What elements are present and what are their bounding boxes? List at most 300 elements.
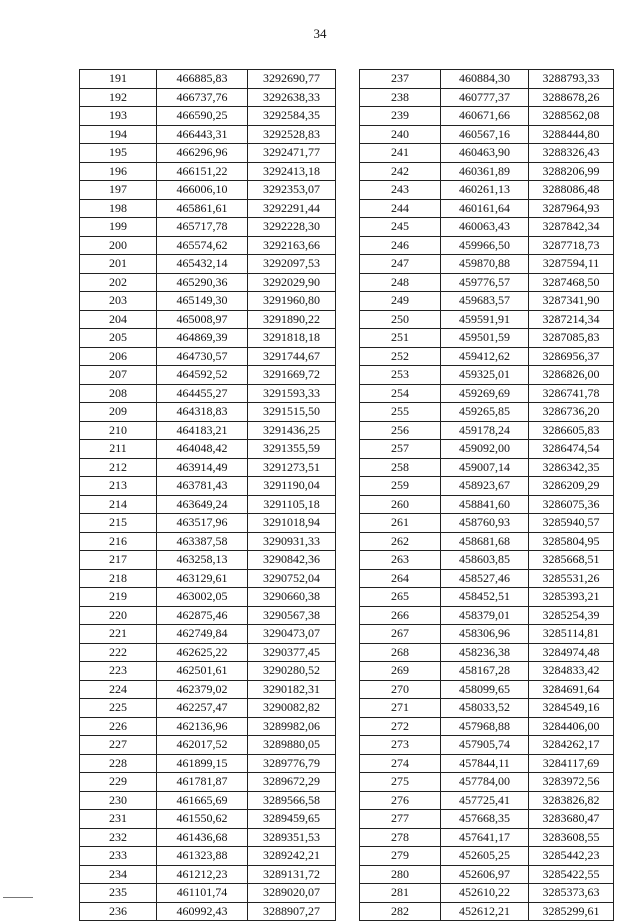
x-coordinate-cell: 464183,21 (157, 421, 248, 440)
table-row (360, 70, 614, 89)
y-coordinate-cell: 3289351,53 (248, 828, 336, 847)
x-coordinate-cell: 458236,38 (441, 643, 529, 662)
point-number-cell: 239 (360, 107, 441, 126)
y-coordinate-cell: 3291960,80 (248, 292, 336, 311)
x-coordinate-cell: 461323,88 (157, 847, 248, 866)
table-row (360, 273, 614, 292)
x-coordinate-cell: 461899,15 (157, 754, 248, 773)
x-coordinate-cell: 458306,96 (441, 625, 529, 644)
x-coordinate-cell: 460671,66 (441, 107, 529, 126)
y-coordinate-cell: 3284406,00 (529, 717, 614, 736)
point-number-cell: 266 (360, 606, 441, 625)
table-row (80, 421, 336, 440)
x-coordinate-cell: 459683,57 (441, 292, 529, 311)
point-number-cell: 210 (80, 421, 157, 440)
x-coordinate-cell: 459870,88 (441, 255, 529, 274)
y-coordinate-cell: 3292228,30 (248, 218, 336, 237)
x-coordinate-cell: 466590,25 (157, 107, 248, 126)
table-row (80, 181, 336, 200)
x-coordinate-cell: 459007,14 (441, 458, 529, 477)
point-number-cell: 271 (360, 699, 441, 718)
point-number-cell: 230 (80, 791, 157, 810)
y-coordinate-cell: 3287214,34 (529, 310, 614, 329)
x-coordinate-cell: 460261,13 (441, 181, 529, 200)
point-number-cell: 240 (360, 125, 441, 144)
table-row (360, 125, 614, 144)
x-coordinate-cell: 466737,76 (157, 88, 248, 107)
point-number-cell: 227 (80, 736, 157, 755)
point-number-cell: 211 (80, 440, 157, 459)
y-coordinate-cell: 3291890,22 (248, 310, 336, 329)
y-coordinate-cell: 3291818,18 (248, 329, 336, 348)
x-coordinate-cell: 463258,13 (157, 551, 248, 570)
point-number-cell: 274 (360, 754, 441, 773)
table-row (80, 699, 336, 718)
table-row (360, 495, 614, 514)
point-number-cell: 238 (360, 88, 441, 107)
table-row (80, 255, 336, 274)
x-coordinate-cell: 459265,85 (441, 403, 529, 422)
x-coordinate-cell: 458681,68 (441, 532, 529, 551)
y-coordinate-cell: 3286209,29 (529, 477, 614, 496)
table-row (360, 625, 614, 644)
x-coordinate-cell: 459501,59 (441, 329, 529, 348)
y-coordinate-cell: 3292471,77 (248, 144, 336, 163)
y-coordinate-cell: 3291436,25 (248, 421, 336, 440)
point-number-cell: 245 (360, 218, 441, 237)
table-row (360, 699, 614, 718)
x-coordinate-cell: 462875,46 (157, 606, 248, 625)
x-coordinate-cell: 461665,69 (157, 791, 248, 810)
y-coordinate-cell: 3286474,54 (529, 440, 614, 459)
table-row (80, 569, 336, 588)
table-row (80, 347, 336, 366)
y-coordinate-cell: 3290931,33 (248, 532, 336, 551)
table-row (360, 588, 614, 607)
x-coordinate-cell: 462379,02 (157, 680, 248, 699)
y-coordinate-cell: 3285299,61 (529, 902, 614, 921)
y-coordinate-cell: 3284117,69 (529, 754, 614, 773)
point-number-cell: 255 (360, 403, 441, 422)
y-coordinate-cell: 3292097,53 (248, 255, 336, 274)
point-number-cell: 237 (360, 70, 441, 89)
point-number-cell: 282 (360, 902, 441, 921)
point-number-cell: 249 (360, 292, 441, 311)
y-coordinate-cell: 3289131,72 (248, 865, 336, 884)
point-number-cell: 250 (360, 310, 441, 329)
x-coordinate-cell: 452605,25 (441, 847, 529, 866)
point-number-cell: 212 (80, 458, 157, 477)
x-coordinate-cell: 466006,10 (157, 181, 248, 200)
y-coordinate-cell: 3290377,45 (248, 643, 336, 662)
point-number-cell: 219 (80, 588, 157, 607)
x-coordinate-cell: 463914,49 (157, 458, 248, 477)
x-coordinate-cell: 463517,96 (157, 514, 248, 533)
y-coordinate-cell: 3290752,04 (248, 569, 336, 588)
table-row (80, 199, 336, 218)
x-coordinate-cell: 458167,28 (441, 662, 529, 681)
y-coordinate-cell: 3288206,99 (529, 162, 614, 181)
table-row (80, 292, 336, 311)
table-row (360, 162, 614, 181)
table-row (80, 70, 336, 89)
x-coordinate-cell: 461550,62 (157, 810, 248, 829)
point-number-cell: 216 (80, 532, 157, 551)
y-coordinate-cell: 3286075,36 (529, 495, 614, 514)
x-coordinate-cell: 463387,58 (157, 532, 248, 551)
y-coordinate-cell: 3283680,47 (529, 810, 614, 829)
x-coordinate-cell: 459412,62 (441, 347, 529, 366)
x-coordinate-cell: 463649,24 (157, 495, 248, 514)
table-row (360, 865, 614, 884)
y-coordinate-cell: 3287468,50 (529, 273, 614, 292)
point-number-cell: 263 (360, 551, 441, 570)
y-coordinate-cell: 3283608,55 (529, 828, 614, 847)
x-coordinate-cell: 458379,01 (441, 606, 529, 625)
y-coordinate-cell: 3291018,94 (248, 514, 336, 533)
x-coordinate-cell: 459776,57 (441, 273, 529, 292)
y-coordinate-cell: 3287718,73 (529, 236, 614, 255)
point-number-cell: 275 (360, 773, 441, 792)
point-number-cell: 272 (360, 717, 441, 736)
point-number-cell: 208 (80, 384, 157, 403)
x-coordinate-cell: 464455,27 (157, 384, 248, 403)
y-coordinate-cell: 3290473,07 (248, 625, 336, 644)
y-coordinate-cell: 3286826,00 (529, 366, 614, 385)
x-coordinate-cell: 459325,01 (441, 366, 529, 385)
point-number-cell: 231 (80, 810, 157, 829)
table-row (80, 606, 336, 625)
table-row (360, 773, 614, 792)
x-coordinate-cell: 459269,69 (441, 384, 529, 403)
point-number-cell: 251 (360, 329, 441, 348)
table-row (80, 810, 336, 829)
table-row (80, 458, 336, 477)
y-coordinate-cell: 3289880,05 (248, 736, 336, 755)
point-number-cell: 209 (80, 403, 157, 422)
table-row (80, 625, 336, 644)
table-row (80, 310, 336, 329)
point-number-cell: 198 (80, 199, 157, 218)
point-number-cell: 233 (80, 847, 157, 866)
table-row (80, 384, 336, 403)
y-coordinate-cell: 3285940,57 (529, 514, 614, 533)
point-number-cell: 215 (80, 514, 157, 533)
x-coordinate-cell: 458923,67 (441, 477, 529, 496)
point-number-cell: 201 (80, 255, 157, 274)
y-coordinate-cell: 3291355,59 (248, 440, 336, 459)
x-coordinate-cell: 459966,50 (441, 236, 529, 255)
y-coordinate-cell: 3290660,38 (248, 588, 336, 607)
point-number-cell: 260 (360, 495, 441, 514)
point-number-cell: 199 (80, 218, 157, 237)
x-coordinate-cell: 458452,51 (441, 588, 529, 607)
y-coordinate-cell: 3285254,39 (529, 606, 614, 625)
x-coordinate-cell: 464869,39 (157, 329, 248, 348)
x-coordinate-cell: 457725,41 (441, 791, 529, 810)
x-coordinate-cell: 465861,61 (157, 199, 248, 218)
table-row (360, 440, 614, 459)
y-coordinate-cell: 3291515,50 (248, 403, 336, 422)
y-coordinate-cell: 3287085,83 (529, 329, 614, 348)
point-number-cell: 202 (80, 273, 157, 292)
y-coordinate-cell: 3287964,93 (529, 199, 614, 218)
y-coordinate-cell: 3292638,33 (248, 88, 336, 107)
y-coordinate-cell: 3291105,18 (248, 495, 336, 514)
table-row (80, 865, 336, 884)
point-number-cell: 265 (360, 588, 441, 607)
y-coordinate-cell: 3292291,44 (248, 199, 336, 218)
table-row (360, 643, 614, 662)
y-coordinate-cell: 3284691,64 (529, 680, 614, 699)
table-row (360, 828, 614, 847)
y-coordinate-cell: 3285668,51 (529, 551, 614, 570)
y-coordinate-cell: 3288444,80 (529, 125, 614, 144)
x-coordinate-cell: 460063,43 (441, 218, 529, 237)
x-coordinate-cell: 459092,00 (441, 440, 529, 459)
table-row (80, 162, 336, 181)
x-coordinate-cell: 463129,61 (157, 569, 248, 588)
y-coordinate-cell: 3285442,23 (529, 847, 614, 866)
table-row (360, 181, 614, 200)
point-number-cell: 225 (80, 699, 157, 718)
point-number-cell: 203 (80, 292, 157, 311)
point-number-cell: 246 (360, 236, 441, 255)
x-coordinate-cell: 458527,46 (441, 569, 529, 588)
x-coordinate-cell: 462017,52 (157, 736, 248, 755)
point-number-cell: 194 (80, 125, 157, 144)
point-number-cell: 258 (360, 458, 441, 477)
point-number-cell: 217 (80, 551, 157, 570)
x-coordinate-cell: 466885,83 (157, 70, 248, 89)
table-row (360, 329, 614, 348)
x-coordinate-cell: 464318,83 (157, 403, 248, 422)
y-coordinate-cell: 3286956,37 (529, 347, 614, 366)
point-number-cell: 204 (80, 310, 157, 329)
table-row (80, 88, 336, 107)
point-number-cell: 281 (360, 884, 441, 903)
table-row (360, 458, 614, 477)
point-number-cell: 196 (80, 162, 157, 181)
table-row (360, 680, 614, 699)
table-row (360, 847, 614, 866)
table-row (80, 218, 336, 237)
table-row (80, 125, 336, 144)
table-row (360, 477, 614, 496)
footer-divider (3, 897, 33, 898)
x-coordinate-cell: 460463,90 (441, 144, 529, 163)
table-row (360, 347, 614, 366)
point-number-cell: 218 (80, 569, 157, 588)
x-coordinate-cell: 457844,11 (441, 754, 529, 773)
y-coordinate-cell: 3291669,72 (248, 366, 336, 385)
x-coordinate-cell: 457905,74 (441, 736, 529, 755)
point-number-cell: 197 (80, 181, 157, 200)
table-row (360, 403, 614, 422)
table-row (360, 569, 614, 588)
x-coordinate-cell: 465008,97 (157, 310, 248, 329)
table-row (80, 884, 336, 903)
point-number-cell: 193 (80, 107, 157, 126)
y-coordinate-cell: 3285422,55 (529, 865, 614, 884)
point-number-cell: 236 (80, 902, 157, 921)
table-row (360, 717, 614, 736)
point-number-cell: 279 (360, 847, 441, 866)
table-row (360, 107, 614, 126)
y-coordinate-cell: 3292413,18 (248, 162, 336, 181)
point-number-cell: 264 (360, 569, 441, 588)
table-row (360, 551, 614, 570)
table-row (80, 588, 336, 607)
point-number-cell: 248 (360, 273, 441, 292)
table-row (80, 514, 336, 533)
point-number-cell: 270 (360, 680, 441, 699)
y-coordinate-cell: 3291593,33 (248, 384, 336, 403)
table-row (80, 551, 336, 570)
x-coordinate-cell: 458841,60 (441, 495, 529, 514)
point-number-cell: 262 (360, 532, 441, 551)
y-coordinate-cell: 3290182,31 (248, 680, 336, 699)
table-row (360, 736, 614, 755)
point-number-cell: 200 (80, 236, 157, 255)
x-coordinate-cell: 459591,91 (441, 310, 529, 329)
x-coordinate-cell: 460992,43 (157, 902, 248, 921)
table-row (80, 477, 336, 496)
x-coordinate-cell: 464048,42 (157, 440, 248, 459)
y-coordinate-cell: 3285531,26 (529, 569, 614, 588)
table-row (360, 514, 614, 533)
table-row (360, 754, 614, 773)
x-coordinate-cell: 457641,17 (441, 828, 529, 847)
table-row (80, 736, 336, 755)
table-row (80, 662, 336, 681)
y-coordinate-cell: 3289020,07 (248, 884, 336, 903)
y-coordinate-cell: 3289672,29 (248, 773, 336, 792)
table-row (360, 810, 614, 829)
point-number-cell: 229 (80, 773, 157, 792)
y-coordinate-cell: 3284833,42 (529, 662, 614, 681)
point-number-cell: 261 (360, 514, 441, 533)
y-coordinate-cell: 3286342,35 (529, 458, 614, 477)
point-number-cell: 276 (360, 791, 441, 810)
point-number-cell: 235 (80, 884, 157, 903)
point-number-cell: 224 (80, 680, 157, 699)
table-row (360, 236, 614, 255)
x-coordinate-cell: 462136,96 (157, 717, 248, 736)
y-coordinate-cell: 3288678,26 (529, 88, 614, 107)
y-coordinate-cell: 3286605,83 (529, 421, 614, 440)
x-coordinate-cell: 452612,21 (441, 902, 529, 921)
y-coordinate-cell: 3285804,95 (529, 532, 614, 551)
y-coordinate-cell: 3292353,07 (248, 181, 336, 200)
point-number-cell: 220 (80, 606, 157, 625)
x-coordinate-cell: 465574,62 (157, 236, 248, 255)
table-row (80, 107, 336, 126)
point-number-cell: 195 (80, 144, 157, 163)
point-number-cell: 234 (80, 865, 157, 884)
y-coordinate-cell: 3292584,35 (248, 107, 336, 126)
x-coordinate-cell: 465149,30 (157, 292, 248, 311)
y-coordinate-cell: 3289982,06 (248, 717, 336, 736)
table-row (360, 606, 614, 625)
x-coordinate-cell: 452606,97 (441, 865, 529, 884)
y-coordinate-cell: 3289776,79 (248, 754, 336, 773)
point-number-cell: 205 (80, 329, 157, 348)
y-coordinate-cell: 3285114,81 (529, 625, 614, 644)
point-number-cell: 256 (360, 421, 441, 440)
y-coordinate-cell: 3288562,08 (529, 107, 614, 126)
table-row (80, 144, 336, 163)
x-coordinate-cell: 457784,00 (441, 773, 529, 792)
table-row (80, 773, 336, 792)
table-row (80, 273, 336, 292)
y-coordinate-cell: 3290842,36 (248, 551, 336, 570)
x-coordinate-cell: 465290,36 (157, 273, 248, 292)
x-coordinate-cell: 457668,35 (441, 810, 529, 829)
table-row (360, 384, 614, 403)
y-coordinate-cell: 3288326,43 (529, 144, 614, 163)
point-number-cell: 267 (360, 625, 441, 644)
table-row (360, 255, 614, 274)
point-number-cell: 213 (80, 477, 157, 496)
point-number-cell: 226 (80, 717, 157, 736)
point-number-cell: 257 (360, 440, 441, 459)
table-row (80, 754, 336, 773)
point-number-cell: 221 (80, 625, 157, 644)
x-coordinate-cell: 462625,22 (157, 643, 248, 662)
y-coordinate-cell: 3290082,82 (248, 699, 336, 718)
x-coordinate-cell: 463781,43 (157, 477, 248, 496)
table-row (360, 884, 614, 903)
point-number-cell: 254 (360, 384, 441, 403)
table-row (80, 847, 336, 866)
y-coordinate-cell: 3288907,27 (248, 902, 336, 921)
y-coordinate-cell: 3289459,65 (248, 810, 336, 829)
point-number-cell: 280 (360, 865, 441, 884)
table-row (360, 366, 614, 385)
y-coordinate-cell: 3292528,83 (248, 125, 336, 144)
coordinates-table-left (79, 69, 336, 921)
table-row (360, 144, 614, 163)
point-number-cell: 259 (360, 477, 441, 496)
table-row (80, 643, 336, 662)
x-coordinate-cell: 461436,68 (157, 828, 248, 847)
y-coordinate-cell: 3284262,17 (529, 736, 614, 755)
point-number-cell: 268 (360, 643, 441, 662)
y-coordinate-cell: 3291744,67 (248, 347, 336, 366)
x-coordinate-cell: 452610,22 (441, 884, 529, 903)
y-coordinate-cell: 3285393,21 (529, 588, 614, 607)
table-row (360, 199, 614, 218)
table-row (80, 236, 336, 255)
y-coordinate-cell: 3290280,52 (248, 662, 336, 681)
point-number-cell: 269 (360, 662, 441, 681)
x-coordinate-cell: 466443,31 (157, 125, 248, 144)
table-row (80, 791, 336, 810)
y-coordinate-cell: 3288793,33 (529, 70, 614, 89)
table-row (360, 310, 614, 329)
table-row (360, 88, 614, 107)
point-number-cell: 232 (80, 828, 157, 847)
x-coordinate-cell: 458603,85 (441, 551, 529, 570)
x-coordinate-cell: 460777,37 (441, 88, 529, 107)
x-coordinate-cell: 460161,64 (441, 199, 529, 218)
y-coordinate-cell: 3291190,04 (248, 477, 336, 496)
x-coordinate-cell: 461101,74 (157, 884, 248, 903)
table-row (80, 828, 336, 847)
table-row (360, 218, 614, 237)
y-coordinate-cell: 3288086,48 (529, 181, 614, 200)
